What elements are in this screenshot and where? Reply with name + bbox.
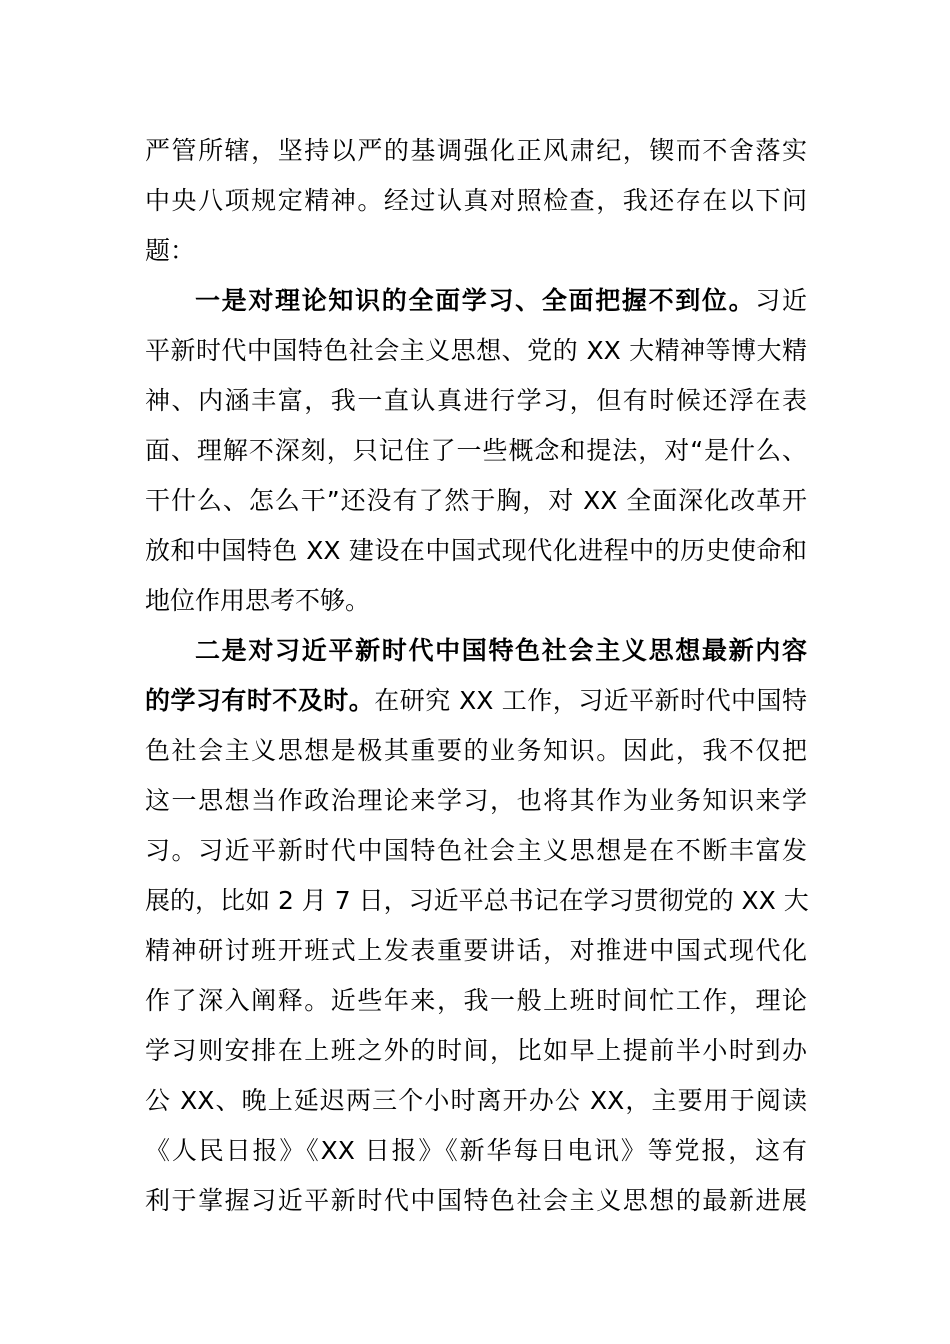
text-line: 习。习近平新时代中国特色社会主义思想是在不断丰富发: [145, 836, 807, 865]
point2-heading-line1: 二是对习近平新时代中国特色社会主义思想最新内容: [195, 636, 807, 665]
text-line: 色社会主义思想是极其重要的业务知识。因此，我不仅把: [145, 736, 807, 765]
text-line: 干什么、怎么干”还没有了然于胸，对 XX 全面深化改革开: [145, 486, 807, 515]
text-line: 学习则安排在上班之外的时间，比如早上提前半小时到办: [145, 1036, 807, 1065]
text-line: 《人民日报》《XX 日报》《新华每日电讯》等党报，这有: [145, 1136, 807, 1165]
text-line: 平新时代中国特色社会主义思想、党的 XX 大精神等博大精: [145, 336, 807, 365]
text-line: 神、内涵丰富，我一直认真进行学习，但有时候还浮在表: [145, 386, 807, 415]
text-line: 题：: [145, 236, 196, 265]
document-body: [145, 126, 807, 1226]
text-line: 作了深入阐释。近些年来，我一般上班时间忙工作，理论: [145, 986, 807, 1015]
text-line: 公 XX、晚上延迟两三个小时离开办公 XX，主要用于阅读: [145, 1086, 807, 1115]
point2-heading-line2: 的学习有时不及时。: [145, 686, 375, 715]
point1-first-line: [145, 276, 807, 326]
text-line: 面、理解不深刻，只记住了一些概念和提法，对“是什么、: [145, 436, 807, 465]
text-line: 精神研讨班开班式上发表重要讲话，对推进中国式现代化: [145, 936, 807, 965]
text-line: 地位作用思考不够。: [145, 586, 371, 615]
text-line: 中央八项规定精神。经过认真对照检查，我还存在以下问: [145, 186, 807, 215]
point2-second-line-tail: 在研究 XX 工作，习近平新时代中国特: [374, 686, 807, 715]
text-line: 展的，比如 2 月 7 日，习近平总书记在学习贯彻党的 XX 大: [145, 886, 809, 915]
text-line: 严管所辖，坚持以严的基调强化正风肃纪，锲而不舍落实: [145, 136, 807, 165]
text-line: 利于掌握习近平新时代中国特色社会主义思想的最新进展: [145, 1186, 807, 1215]
text-line: 放和中国特色 XX 建设在中国式现代化进程中的历史使命和: [145, 536, 807, 565]
point1-heading: 一是对理论知识的全面学习、全面把握不到位。: [195, 286, 756, 315]
point1-first-line-tail: 习近: [755, 286, 807, 315]
point2-second-line: [145, 676, 807, 726]
text-line: 这一思想当作政治理论来学习，也将其作为业务知识来学: [145, 786, 807, 815]
